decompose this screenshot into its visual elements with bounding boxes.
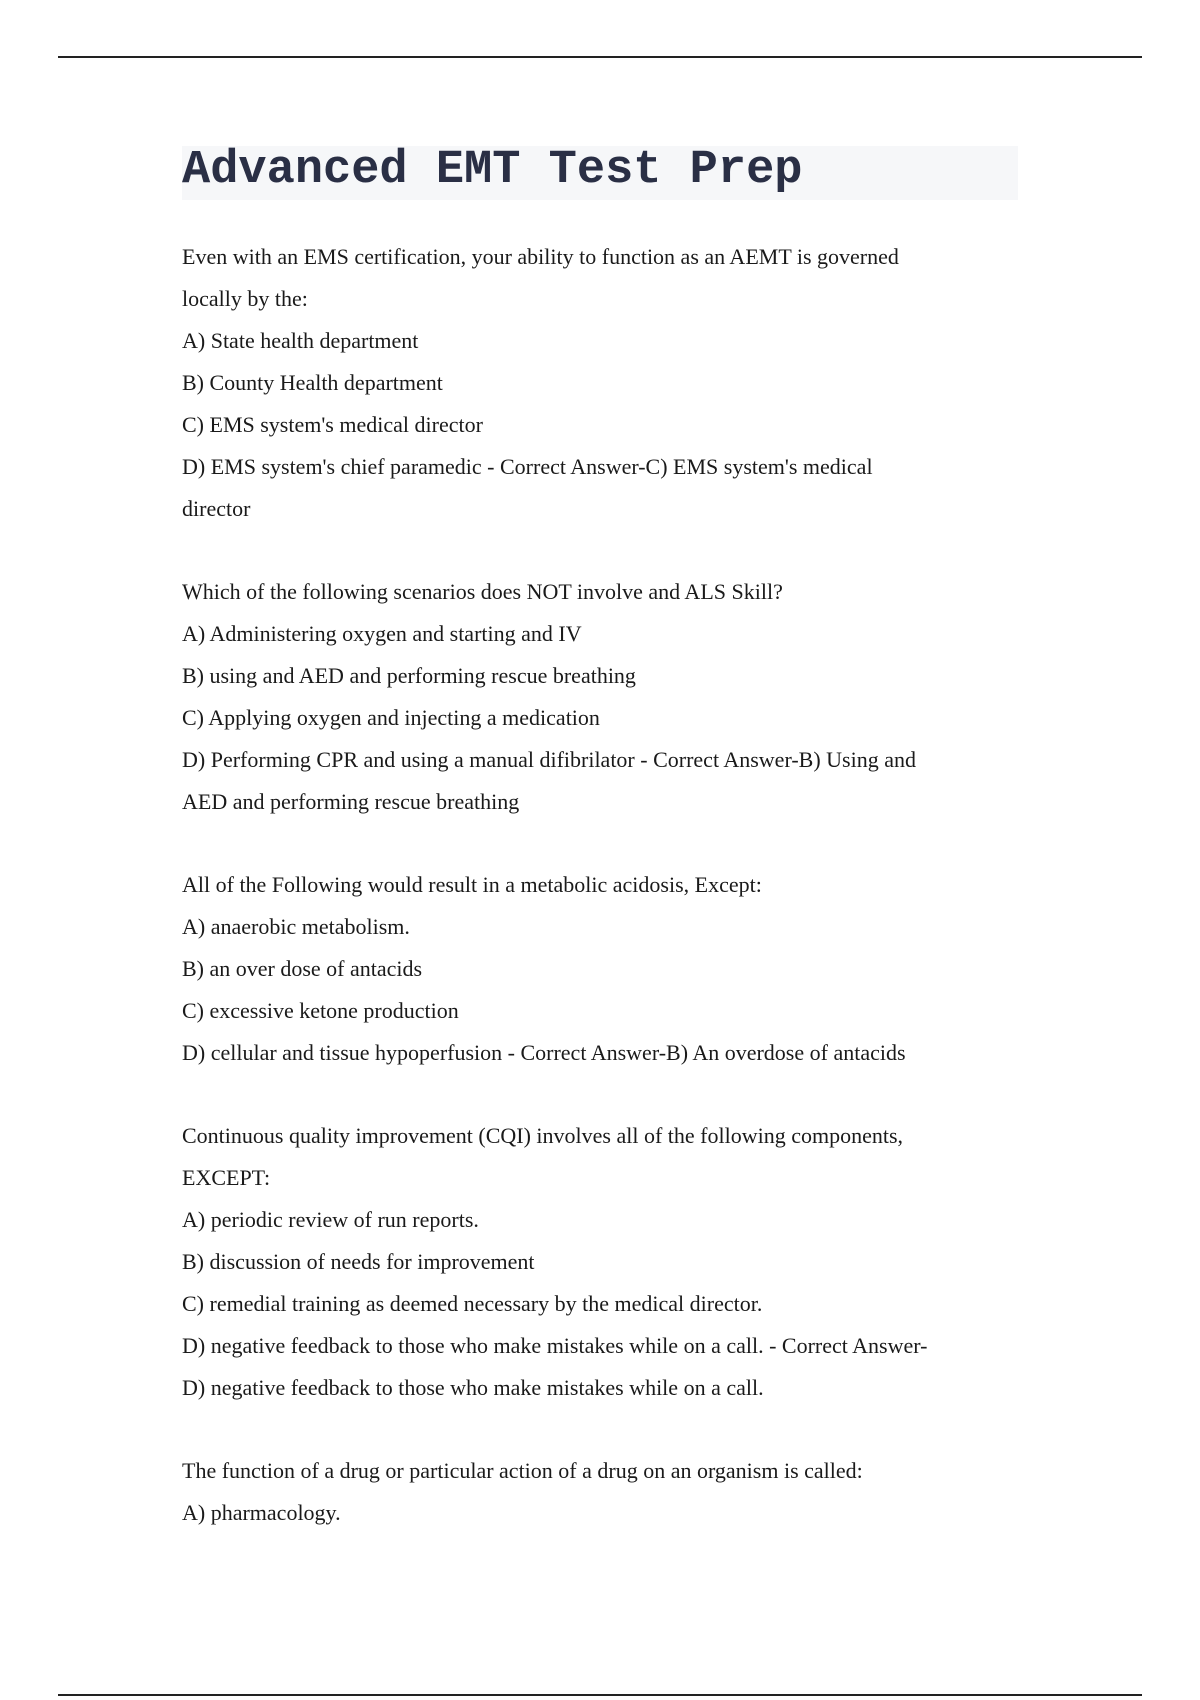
- bottom-rule: [58, 1694, 1142, 1696]
- question-prompt-line: Even with an EMS certification, your ability to function as an AEMT is governed: [182, 244, 899, 269]
- answer-option-with-correct-answer: D) EMS system's chief paramedic - Correct Answer-C) EMS system's medical: [182, 454, 873, 479]
- question-block: [182, 236, 1022, 530]
- correct-answer-continuation: AED and performing rescue breathing: [182, 789, 520, 814]
- answer-option: A) Administering oxygen and starting and IV: [182, 621, 582, 646]
- question-block: [182, 571, 1022, 823]
- question-block: [182, 864, 1022, 1074]
- top-rule: [58, 56, 1142, 58]
- answer-option-with-correct-answer: D) negative feedback to those who make mistakes while on a call. - Correct Answer-: [182, 1333, 928, 1358]
- correct-answer-continuation: D) negative feedback to those who make mistakes while on a call.: [182, 1375, 764, 1400]
- answer-option: A) State health department: [182, 328, 419, 353]
- question-list: [182, 236, 1022, 1575]
- answer-option: A) anaerobic metabolism.: [182, 914, 410, 939]
- answer-option: A) periodic review of run reports.: [182, 1207, 479, 1232]
- question-prompt-line: Which of the following scenarios does NOT involve and ALS Skill?: [182, 579, 783, 604]
- answer-option: B) discussion of needs for improvement: [182, 1249, 535, 1274]
- question-prompt-line: EXCEPT:: [182, 1165, 271, 1190]
- answer-option: C) remedial training as deemed necessary by the medical director.: [182, 1291, 763, 1316]
- question-prompt-line: locally by the:: [182, 286, 308, 311]
- page-title: Advanced EMT Test Prep: [182, 144, 803, 197]
- question-prompt-line: All of the Following would result in a metabolic acidosis, Except:: [182, 872, 762, 897]
- answer-option: A) pharmacology.: [182, 1500, 341, 1525]
- answer-option-with-correct-answer: D) cellular and tissue hypoperfusion - Correct Answer-B) An overdose of antacids: [182, 1040, 906, 1065]
- question-prompt-line: Continuous quality improvement (CQI) involves all of the following components,: [182, 1123, 904, 1148]
- answer-option: C) excessive ketone production: [182, 998, 459, 1023]
- answer-option: B) County Health department: [182, 370, 443, 395]
- answer-option: B) using and AED and performing rescue breathing: [182, 663, 636, 688]
- answer-option-with-correct-answer: D) Performing CPR and using a manual difibrilator - Correct Answer-B) Using and: [182, 747, 916, 772]
- answer-option: C) Applying oxygen and injecting a medication: [182, 705, 600, 730]
- question-block: [182, 1450, 1022, 1534]
- answer-option: B) an over dose of antacids: [182, 956, 423, 981]
- correct-answer-continuation: director: [182, 496, 251, 521]
- answer-option: C) EMS system's medical director: [182, 412, 483, 437]
- question-prompt-line: The function of a drug or particular action of a drug on an organism is called:: [182, 1458, 863, 1483]
- question-block: [182, 1115, 1022, 1409]
